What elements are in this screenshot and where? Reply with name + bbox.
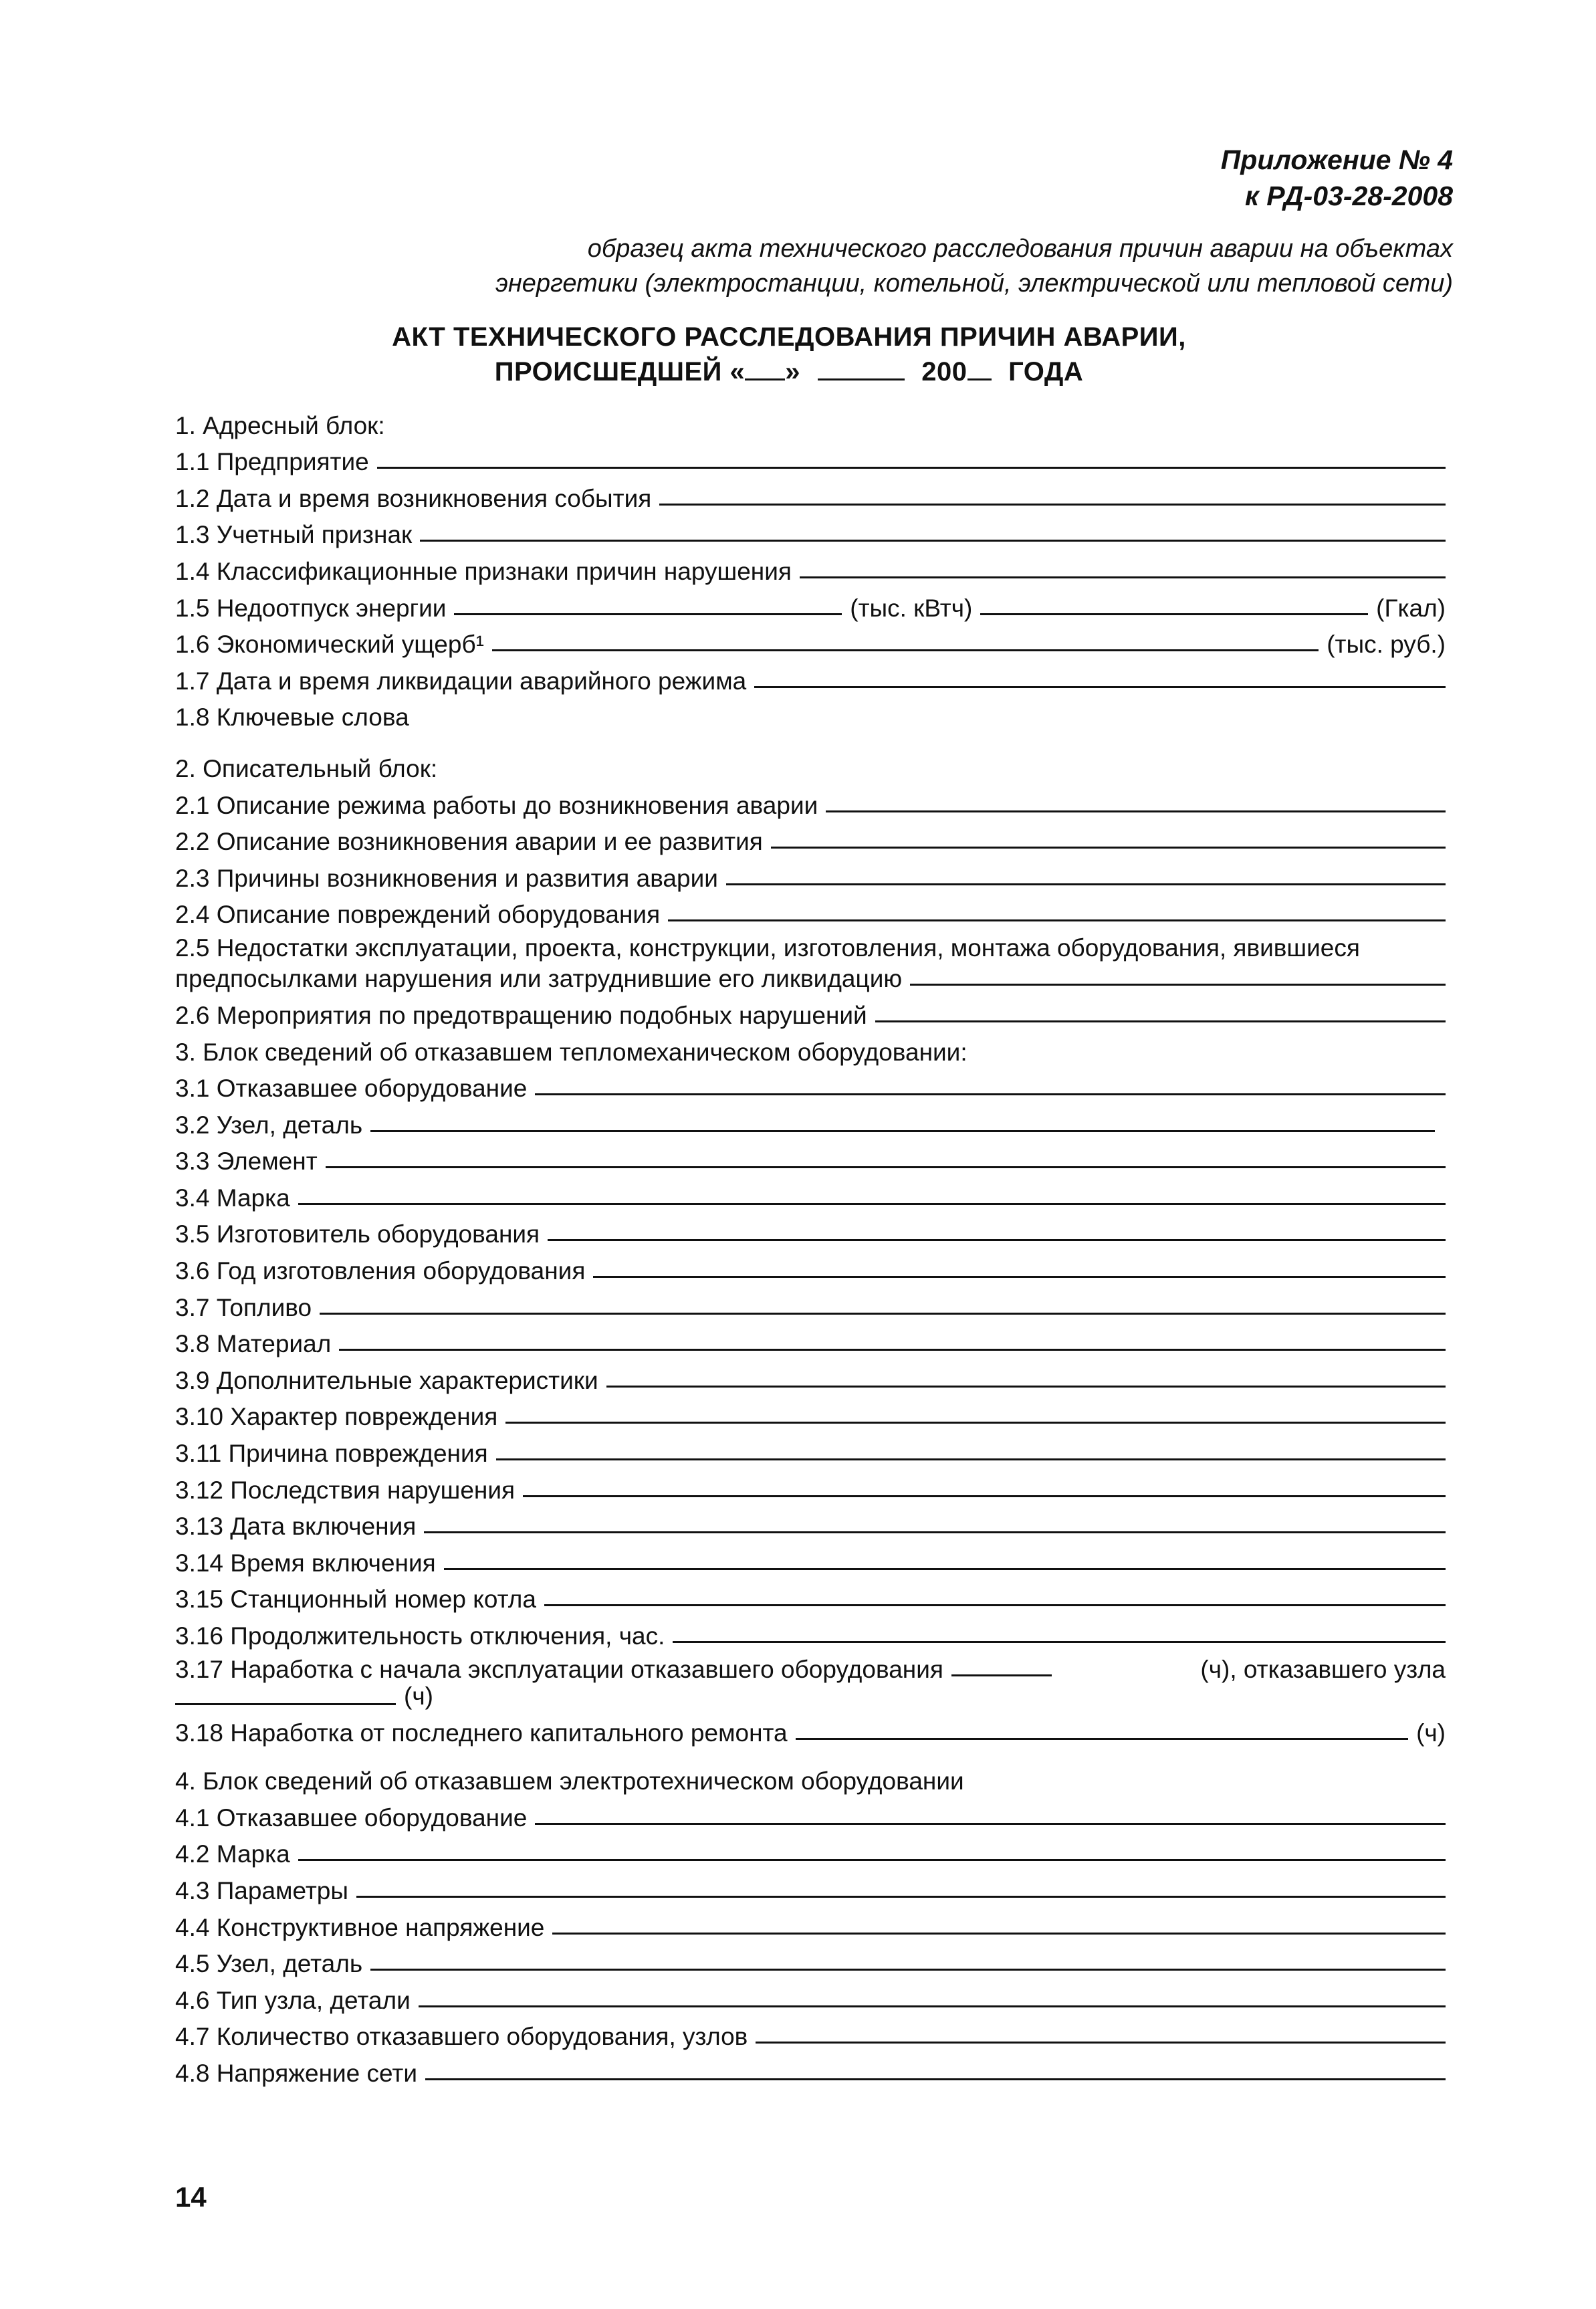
field-4-6 — [175, 1979, 1446, 2016]
field-2-5-line-2 — [175, 962, 1446, 994]
field-label: 3.2 Узел, деталь — [175, 1111, 363, 1139]
field-4-8 — [175, 2052, 1446, 2089]
month-blank[interactable] — [818, 357, 905, 380]
field-label: 3.6 Год изготовления оборудования — [175, 1257, 586, 1285]
field-3-17-line-2 — [175, 1682, 1446, 1712]
field-label: 3.4 Марка — [175, 1184, 290, 1212]
fill-line-equipment-hours[interactable] — [951, 1674, 1052, 1676]
fill-line[interactable] — [535, 1823, 1446, 1825]
field-label: 4.2 Марка — [175, 1840, 290, 1868]
field-4-4 — [175, 1906, 1446, 1943]
field-label: 4.1 Отказавшее оборудование — [175, 1803, 528, 1832]
fill-line[interactable] — [370, 1130, 1435, 1132]
act-form — [175, 405, 1446, 2089]
field-label: 4.7 Количество отказавшего оборудования, узлов — [175, 2023, 748, 2051]
section-3-heading: 3. Блок сведений об отказавшем тепломеханическом оборудовании: — [175, 1038, 967, 1066]
unit-node-label: (ч), отказавшего узла — [1200, 1656, 1446, 1683]
field-label: 3.10 Характер повреждения — [175, 1403, 498, 1431]
field-label: 4.3 Параметры — [175, 1876, 348, 1904]
field-label: 1.8 Ключевые слова — [175, 703, 409, 732]
fill-line-gcal[interactable] — [980, 613, 1368, 615]
field-1-3 — [175, 514, 1446, 551]
field-4-7 — [175, 2016, 1446, 2053]
year-blank[interactable] — [967, 357, 992, 380]
field-1-7 — [175, 660, 1446, 697]
field-4-5 — [175, 1943, 1446, 1980]
field-label: 3.3 Элемент — [175, 1147, 318, 1176]
field-2-1 — [175, 784, 1446, 821]
field-3-4 — [175, 1177, 1446, 1214]
fill-line[interactable] — [552, 1933, 1446, 1935]
field-3-18 — [175, 1712, 1446, 1749]
fill-line[interactable] — [419, 2005, 1446, 2007]
field-label: 3.1 Отказавшее оборудование — [175, 1075, 528, 1103]
fill-line[interactable] — [673, 1641, 1446, 1643]
field-1-8 — [175, 697, 1446, 734]
field-label: 3.17 Наработка с начала эксплуатации отказавшего оборудования — [175, 1656, 943, 1683]
field-3-13 — [175, 1506, 1446, 1543]
appendix-line-1: Приложение № 4 — [1220, 144, 1453, 175]
fill-line[interactable] — [420, 540, 1446, 542]
field-1-5 — [175, 587, 1446, 624]
section-4-heading: 4. Блок сведений об отказавшем электротехническом оборудовании — [175, 1767, 964, 1795]
fill-line[interactable] — [726, 883, 1446, 885]
field-3-15 — [175, 1579, 1446, 1616]
section-2-heading: 2. Описательный блок: — [175, 754, 438, 782]
field-label: 2.4 Описание повреждений оборудования — [175, 901, 661, 929]
fill-line[interactable] — [668, 919, 1446, 921]
field-1-1 — [175, 441, 1446, 478]
field-label: 1.4 Классификационные признаки причин нарушения — [175, 557, 792, 585]
fill-line[interactable] — [544, 1604, 1446, 1606]
field-label: 1.6 Экономический ущерб¹ — [175, 631, 484, 659]
field-label: 3.5 Изготовитель оборудования — [175, 1220, 540, 1248]
fill-line[interactable] — [339, 1349, 1446, 1351]
day-blank[interactable] — [745, 357, 785, 380]
appendix-reference — [1221, 142, 1453, 214]
field-3-5 — [175, 1214, 1446, 1250]
field-label: 3.14 Время включения — [175, 1549, 436, 1577]
document-subtitle — [316, 231, 1453, 301]
fill-line[interactable] — [875, 1020, 1446, 1022]
fill-line[interactable] — [910, 984, 1446, 986]
field-label: 1.1 Предприятие — [175, 448, 369, 476]
field-1-2 — [175, 477, 1446, 514]
field-3-16 — [175, 1615, 1446, 1652]
page-number: 14 — [175, 2181, 207, 2213]
fill-line[interactable] — [444, 1568, 1446, 1570]
fill-line[interactable] — [505, 1422, 1446, 1424]
fill-line[interactable] — [606, 1386, 1446, 1388]
field-label: 3.15 Станционный номер котла — [175, 1585, 536, 1614]
field-3-9 — [175, 1359, 1446, 1396]
unit-hours: (ч) — [404, 1682, 433, 1710]
field-label: 3.18 Наработка от последнего капитального ремонта — [175, 1719, 788, 1747]
field-3-10 — [175, 1396, 1446, 1433]
field-3-12 — [175, 1469, 1446, 1506]
field-label: 3.12 Последствия нарушения — [175, 1476, 516, 1504]
field-label: 1.3 Учетный признак — [175, 521, 413, 549]
field-label: 4.4 Конструктивное напряжение — [175, 1913, 545, 1941]
field-3-2 — [175, 1104, 1446, 1141]
field-label: 1.5 Недоотпуск энергии — [175, 594, 447, 622]
fill-line[interactable] — [756, 2042, 1446, 2044]
fill-line[interactable] — [496, 1458, 1446, 1460]
fill-line[interactable] — [377, 467, 1446, 469]
title-line-2 — [254, 354, 1324, 389]
field-3-17 — [175, 1654, 1446, 1712]
field-4-3 — [175, 1870, 1446, 1906]
appendix-line-2: к РД-03-28-2008 — [1245, 181, 1453, 211]
field-3-1 — [175, 1068, 1446, 1105]
fill-line[interactable] — [535, 1093, 1446, 1095]
title-text-b: » — [785, 357, 800, 387]
title-text-d: ГОДА — [1008, 357, 1084, 387]
fill-line[interactable] — [356, 1896, 1446, 1898]
field-label: 2.1 Описание режима работы до возникновения аварии — [175, 791, 818, 819]
title-text-a: ПРОИСШЕДШЕЙ « — [494, 357, 746, 387]
field-label: 2.6 Мероприятия по предотвращению подобных нарушений — [175, 1001, 867, 1029]
field-label: 3.13 Дата включения — [175, 1513, 417, 1541]
field-label: 3.11 Причина повреждения — [175, 1440, 488, 1468]
unit-rub: (тыс. руб.) — [1327, 631, 1446, 659]
field-2-3 — [175, 857, 1446, 894]
field-label: 2.3 Причины возникновения и развития аварии — [175, 864, 718, 892]
field-2-4 — [175, 894, 1446, 931]
fill-line[interactable] — [320, 1313, 1446, 1315]
document-title — [254, 320, 1324, 389]
field-3-3 — [175, 1141, 1446, 1178]
unit-hours: (ч) — [1416, 1719, 1446, 1747]
field-label: 2.2 Описание возникновения аварии и ее развития — [175, 828, 763, 856]
fill-line[interactable] — [370, 1969, 1446, 1971]
fill-line[interactable] — [826, 810, 1446, 812]
field-label: 4.5 Узел, деталь — [175, 1950, 363, 1978]
fill-line[interactable] — [800, 576, 1446, 578]
fill-line[interactable] — [492, 649, 1319, 651]
fill-line[interactable] — [548, 1239, 1446, 1241]
field-3-6 — [175, 1250, 1446, 1287]
field-label: 3.8 Материал — [175, 1330, 332, 1358]
field-label-line-2: предпосылками нарушения или затруднившие его ликвидацию — [175, 965, 903, 993]
field-3-14 — [175, 1542, 1446, 1579]
fill-line[interactable] — [659, 504, 1446, 506]
field-label: 1.2 Дата и время возникновения события — [175, 484, 652, 512]
fill-line[interactable] — [298, 1859, 1446, 1861]
field-4-2 — [175, 1834, 1446, 1870]
subtitle-line-1: образец акта технического расследования причин аварии на объектах — [587, 235, 1453, 263]
fill-line-node-hours[interactable] — [175, 1703, 396, 1705]
field-label: 4.8 Напряжение сети — [175, 2059, 417, 2087]
field-2-6 — [175, 994, 1446, 1031]
field-3-11 — [175, 1432, 1446, 1469]
field-label: 1.7 Дата и время ликвидации аварийного режима — [175, 667, 747, 695]
field-1-4 — [175, 550, 1446, 587]
fill-line[interactable] — [754, 686, 1446, 688]
unit-kwh: (тыс. кВтч) — [850, 594, 973, 622]
fill-line[interactable] — [771, 847, 1446, 849]
fill-line[interactable] — [593, 1276, 1446, 1278]
fill-line[interactable] — [796, 1738, 1408, 1740]
field-label: 3.9 Дополнительные характеристики — [175, 1366, 598, 1394]
subtitle-line-2: энергетики (электростанции, котельной, электрической или тепловой сети) — [495, 269, 1453, 298]
field-label-line-1: 2.5 Недостатки эксплуатации, проекта, конструкции, изготовления, монтажа оборудования, явившиеся — [175, 934, 1360, 962]
field-3-7 — [175, 1287, 1446, 1323]
field-label: 3.16 Продолжительность отключения, час. — [175, 1622, 665, 1650]
field-3-17-line-1 — [175, 1654, 1446, 1685]
field-label: 3.7 Топливо — [175, 1293, 312, 1321]
field-1-6 — [175, 624, 1446, 661]
fill-line[interactable] — [425, 2078, 1446, 2080]
fill-line[interactable] — [326, 1166, 1446, 1168]
field-label: 4.6 Тип узла, детали — [175, 1986, 411, 2014]
field-4-1 — [175, 1797, 1446, 1834]
fill-line[interactable] — [424, 1531, 1446, 1533]
field-2-2 — [175, 821, 1446, 858]
field-3-8 — [175, 1323, 1446, 1360]
title-line-1: АКТ ТЕХНИЧЕСКОГО РАССЛЕДОВАНИЯ ПРИЧИН АВАРИИ, — [392, 322, 1186, 352]
fill-line[interactable] — [523, 1495, 1446, 1497]
section-1-heading: 1. Адресный блок: — [175, 411, 385, 439]
unit-gcal: (Гкал) — [1376, 594, 1446, 622]
fill-line[interactable] — [298, 1203, 1446, 1205]
title-text-c: 200 — [921, 357, 967, 387]
field-2-5 — [175, 933, 1446, 994]
fill-line-kwh[interactable] — [454, 613, 842, 615]
